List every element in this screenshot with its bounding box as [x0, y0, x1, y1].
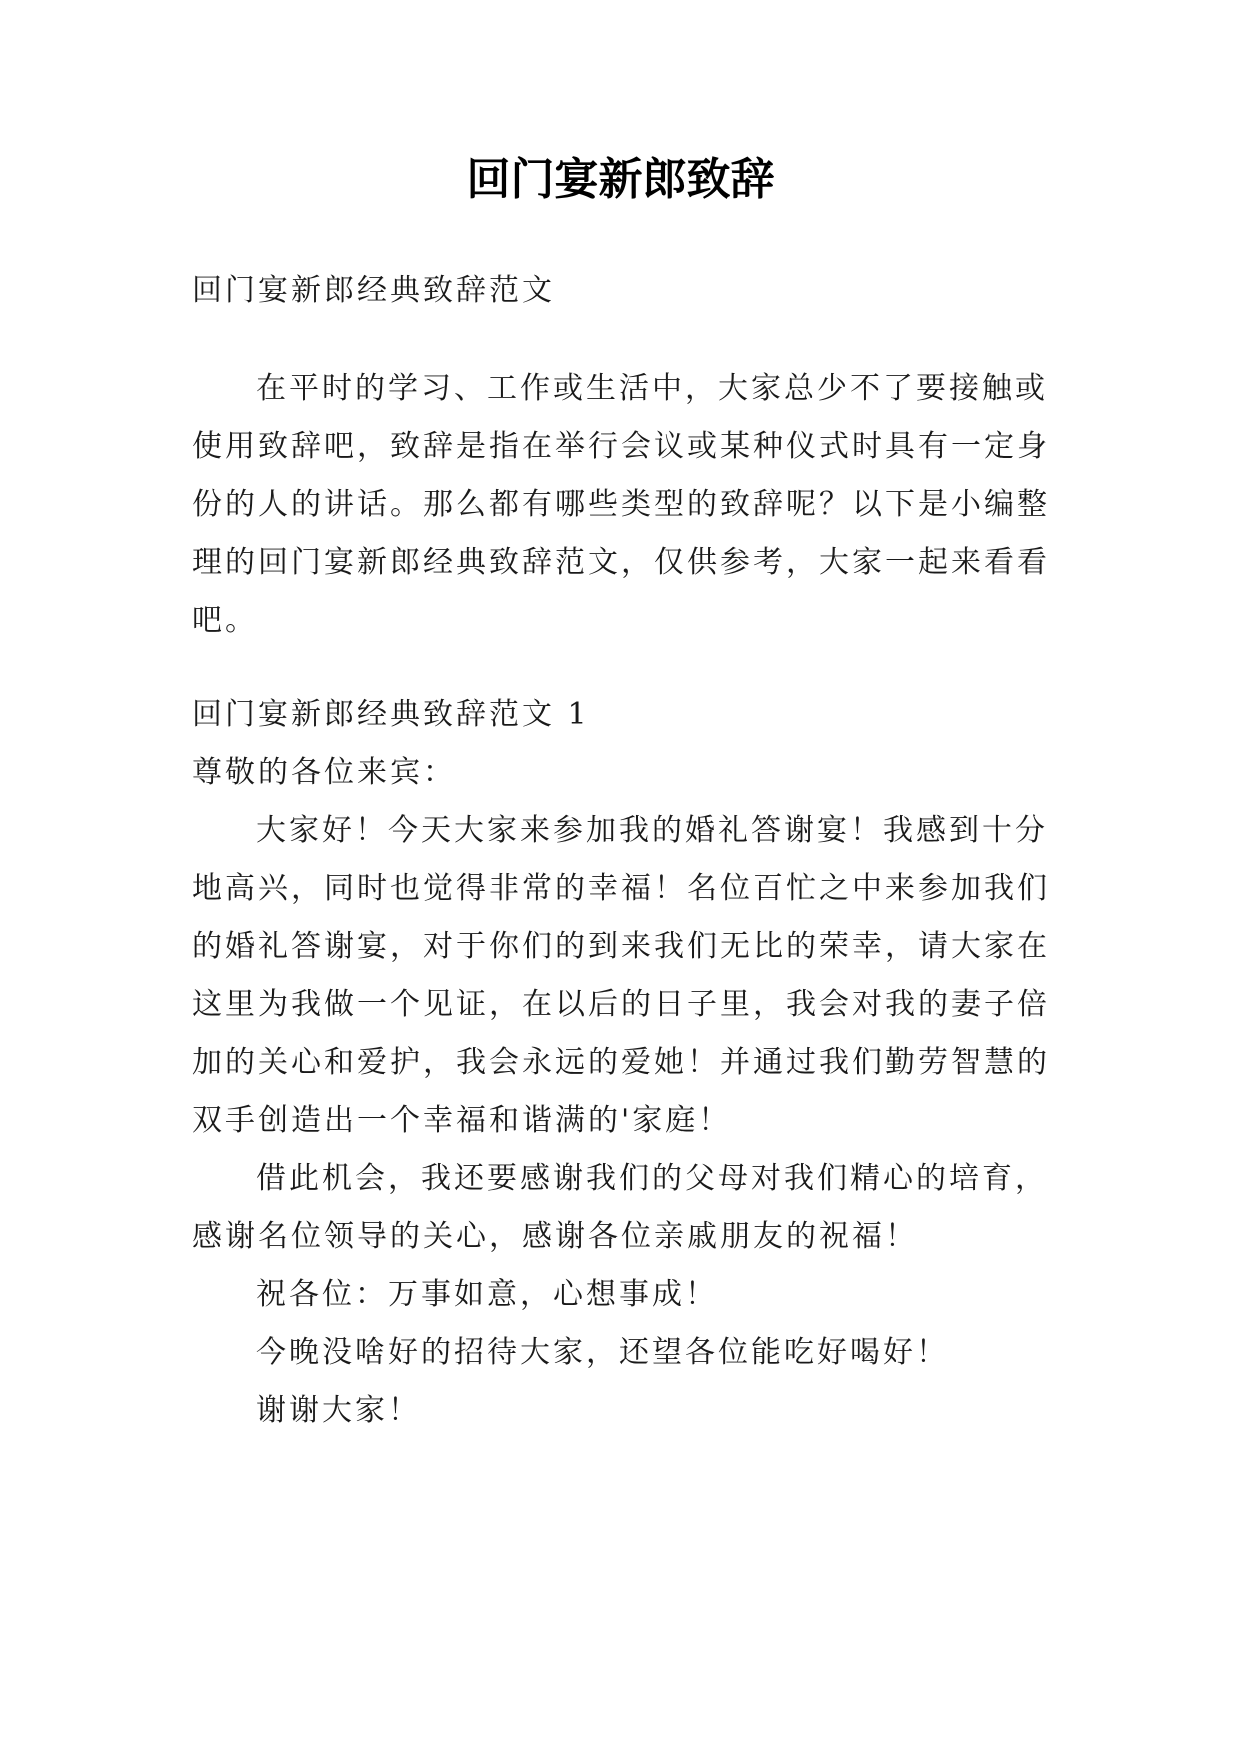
section-heading: 回门宴新郎经典致辞范文 1: [192, 697, 590, 732]
salutation: 尊敬的各位来宾：: [192, 755, 456, 790]
body-paragraph: 今晚没啥好的招待大家，还望各位能吃好喝好！: [256, 1335, 949, 1370]
body-paragraph: 祝各位：万事如意，心想事成！: [256, 1277, 718, 1312]
document-subtitle: 回门宴新郎经典致辞范文: [192, 273, 555, 308]
body-paragraph: 借此机会，我还要感谢我们的父母对我们精心的培育，感谢名位领导的关心，感谢各位亲戚朋友的祝福！: [192, 1161, 1048, 1254]
document-body: [192, 262, 1052, 1440]
document-title: 回门宴新郎致辞: [466, 154, 775, 205]
intro-paragraph: 在平时的学习、工作或生活中，大家总少不了要接触或使用致辞吧，致辞是指在举行会议或某种仪式时具有一定身份的人的讲话。那么都有哪些类型的致辞呢？以下是小编整理的回门宴新郎经典致辞范文，仅供参考，大家一起来看看吧。: [192, 371, 1050, 638]
body-paragraph: 谢谢大家！: [256, 1393, 421, 1428]
body-paragraph: 大家好！今天大家来参加我的婚礼答谢宴！我感到十分地高兴，同时也觉得非常的幸福！名位百忙之中来参加我们的婚礼答谢宴，对于你们的到来我们无比的荣幸，请大家在这里为我做一个见证，在以后的日子里，我会对我的妻子倍加的关心和爱护，我会永远的爱她！并通过我们勤劳智慧的双手创造出一个幸福和谐满的'家庭！: [192, 813, 1050, 1138]
